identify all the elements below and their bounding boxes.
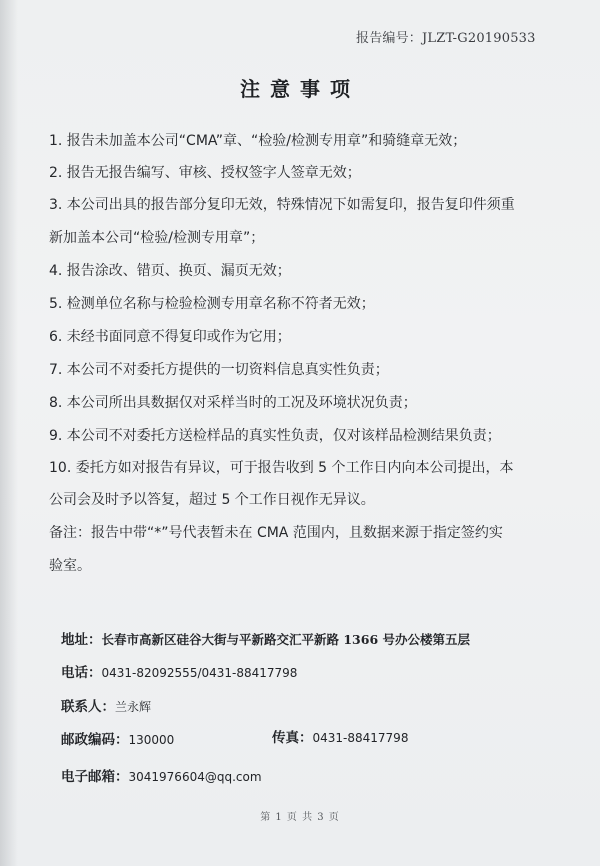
report-number: 报告编号：JLZT-G20190533: [356, 31, 536, 46]
notice-remark: 备注：报告中带“*”号代表暂未在 CMA 范围内，且数据来源于指定签约实: [49, 525, 503, 541]
fax-label: 传真：: [272, 730, 313, 746]
contact-phone: [61, 661, 297, 681]
email-label: 电子邮箱：: [61, 769, 129, 785]
notice-item: 新加盖本公司“检验/检测专用章”；: [49, 230, 265, 246]
notice-item: 8. 本公司所出具数据仅对采样当时的工况及环境状况负责；: [49, 395, 417, 411]
contact-email: [61, 765, 262, 785]
page-footer: 第 1 页 共 3 页: [260, 812, 340, 823]
phone-value: 0431-82092555/0431-88417798: [101, 666, 298, 680]
notice-item: 10. 委托方如对报告有异议，可于报告收到 5 个工作日内向本公司提出，本: [49, 460, 514, 476]
notice-item: 4. 报告涂改、错页、换页、漏页无效；: [49, 263, 291, 279]
phone-label: 电话：: [61, 665, 102, 681]
address-value: 长春市高新区硅谷大街与平新路交汇平新路 1366 号办公楼第五层: [101, 632, 470, 647]
address-label: 地址：: [61, 632, 102, 648]
postcode-value: 130000: [128, 733, 175, 747]
notice-item: 2. 报告无报告编写、审核、授权签字人签章无效；: [49, 165, 361, 181]
page-edge-shadow: [0, 0, 18, 866]
contact-address: [61, 628, 470, 648]
fax-value: 0431-88417798: [312, 731, 409, 745]
contact-person-label: 联系人：: [61, 699, 115, 715]
notice-item: 6. 未经书面同意不得复印或作为它用；: [49, 329, 291, 345]
contact-fax: [272, 726, 408, 746]
contact-person: [61, 695, 151, 715]
postcode-label: 邮政编码：: [61, 732, 129, 748]
contact-postcode: [61, 728, 174, 748]
page-title: 注意事项: [240, 77, 360, 101]
email-value: 3041976604@qq.com: [128, 770, 262, 784]
notice-remark: 验室。: [49, 558, 91, 574]
notice-item: 9. 本公司不对委托方送检样品的真实性负责，仅对该样品检测结果负责；: [49, 428, 501, 444]
notice-item: 3. 本公司出具的报告部分复印无效，特殊情况下如需复印，报告复印件须重: [49, 197, 515, 213]
contact-person-value: 兰永辉: [115, 700, 152, 714]
notice-item: 公司会及时予以答复，超过 5 个工作日视作无异议。: [49, 492, 375, 508]
notice-item: 5. 检测单位名称与检验检测专用章名称不符者无效；: [49, 296, 375, 312]
notice-item: 1. 报告未加盖本公司“CMA”章、“检验/检测专用章”和骑缝章无效；: [49, 133, 467, 149]
notice-item: 7. 本公司不对委托方提供的一切资料信息真实性负责；: [49, 362, 389, 378]
